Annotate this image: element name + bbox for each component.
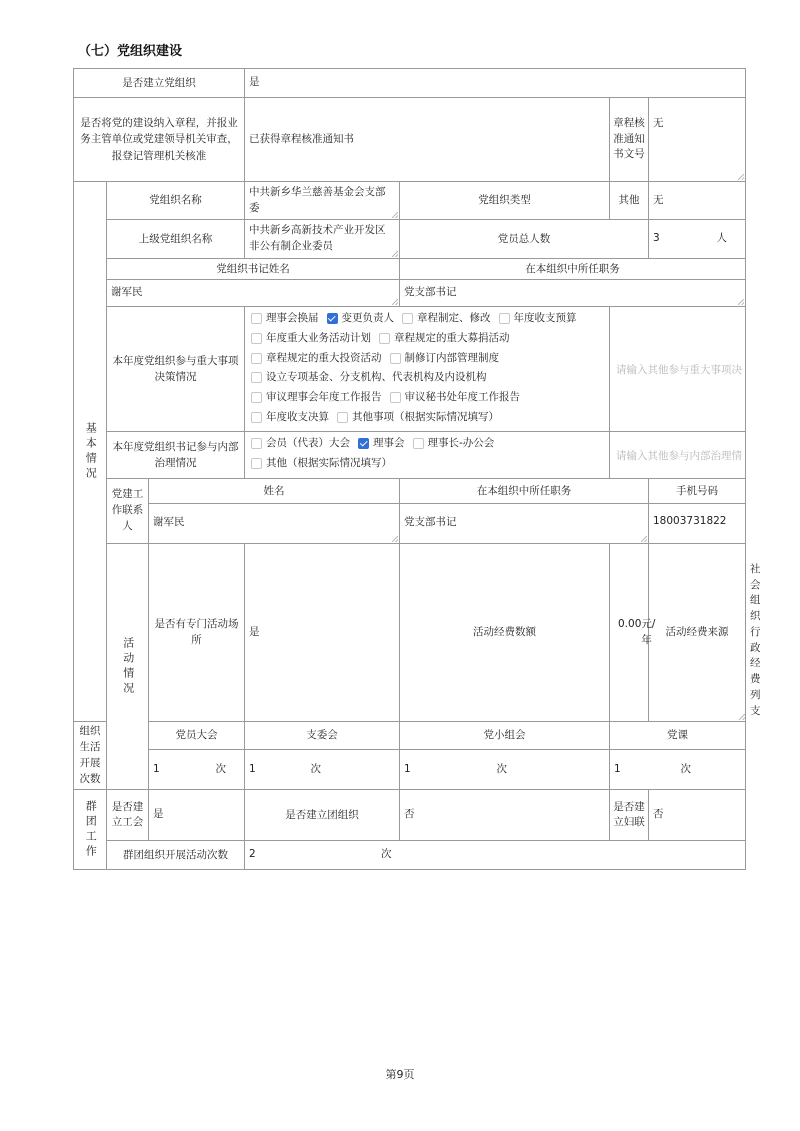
has-party-org-label: 是否建立党组织 [74, 69, 245, 98]
youth-league-value[interactable]: 否 [400, 790, 610, 841]
checkbox-icon [337, 412, 348, 423]
decision-option-fundraising[interactable]: 章程规定的重大募捐活动 [379, 330, 510, 347]
checkbox-icon [251, 392, 262, 403]
meeting-lecture-count[interactable]: 1 次 [610, 749, 746, 790]
governance-option-assembly[interactable]: 会员（代表）大会 [251, 435, 350, 452]
women-federation-label: 是否建立妇联 [610, 790, 649, 841]
checkbox-icon [251, 372, 262, 383]
org-type-other-field[interactable]: 无 [649, 182, 746, 220]
resize-handle-icon[interactable] [392, 299, 398, 305]
checkbox-icon [251, 333, 262, 344]
contact-phone-header: 手机号码 [649, 478, 746, 503]
decision-checkbox-group [245, 307, 610, 432]
checkbox-icon [402, 313, 413, 324]
union-label: 是否建立工会 [107, 790, 149, 841]
secretary-post-header: 在本组织中所任职务 [400, 259, 746, 280]
meeting-group-header: 党小组会 [400, 722, 610, 749]
mass-org-group-label: 群团工作 [74, 790, 107, 870]
resize-handle-icon[interactable] [738, 299, 744, 305]
decision-option-final-accounts[interactable]: 年度收支决算 [251, 409, 329, 426]
mass-activities-count[interactable]: 2 次 [245, 841, 746, 870]
contact-name-field[interactable]: 谢军民 [149, 503, 400, 543]
union-value[interactable]: 是 [149, 790, 245, 841]
governance-participation-label: 本年度党组织书记参与内部治理情况 [107, 432, 245, 478]
checkbox-checked-icon [327, 313, 338, 324]
superior-org-label: 上级党组织名称 [107, 220, 245, 259]
org-name-label: 党组织名称 [107, 182, 245, 220]
basic-info-group-label: 基本情况 [74, 182, 107, 722]
org-type-select[interactable]: 其他 [610, 182, 649, 220]
org-life-label: 组织生活开展次数 [74, 722, 107, 790]
org-type-label: 党组织类型 [400, 182, 610, 220]
decision-option-board-report[interactable]: 审议理事会年度工作报告 [251, 389, 382, 406]
charter-inclusion-value[interactable]: 已获得章程核准通知书 [245, 98, 610, 182]
activity-group-label: 活动情况 [107, 543, 149, 790]
venue-label: 是否有专门活动场所 [149, 543, 245, 722]
charter-doc-number-label: 章程核准通知书文号 [610, 98, 649, 182]
checkbox-icon [251, 313, 262, 324]
checkbox-icon [390, 392, 401, 403]
contact-name-header: 姓名 [149, 478, 400, 503]
contact-post-field[interactable]: 党支部书记 [400, 503, 649, 543]
checkbox-checked-icon [358, 438, 369, 449]
contact-post-header: 在本组织中所任职务 [400, 478, 649, 503]
decision-option-other[interactable]: 其他事项（根据实际情况填写） [337, 409, 499, 426]
decision-participation-label: 本年度党组织参与重大事项决策情况 [107, 307, 245, 432]
page-number: 第9页 [385, 1068, 415, 1081]
checkbox-icon [390, 353, 401, 364]
resize-handle-icon[interactable] [392, 536, 398, 542]
checkbox-icon [379, 333, 390, 344]
governance-other-input[interactable]: 请输入其他参与内部治理情 [610, 432, 746, 478]
decision-option-term-change[interactable]: 理事会换届 [251, 310, 319, 327]
youth-league-label: 是否建立团组织 [245, 790, 400, 841]
secretary-post-field[interactable]: 党支部书记 [400, 280, 746, 307]
contact-phone-field[interactable]: 18003731822 [649, 503, 746, 543]
mass-activities-label: 群团组织开展活动次数 [107, 841, 245, 870]
contact-person-label: 党建工作联系人 [107, 478, 149, 543]
superior-org-field[interactable]: 中共新乡高新技术产业开发区非公有制企业委员 [245, 220, 400, 259]
decision-option-charter[interactable]: 章程制定、修改 [402, 310, 491, 327]
governance-option-board[interactable]: 理事会 [358, 435, 405, 452]
meeting-group-count[interactable]: 1 次 [400, 749, 610, 790]
meeting-committee-count[interactable]: 1 次 [245, 749, 400, 790]
charter-inclusion-label: 是否将党的建设纳入章程，并报业务主管单位或党建领导机关审查，报登记管理机关核准 [74, 98, 245, 182]
governance-option-other[interactable]: 其他（根据实际情况填写） [251, 455, 392, 472]
member-count-field[interactable]: 3 人 [649, 220, 746, 259]
checkbox-icon [251, 458, 262, 469]
venue-value[interactable]: 是 [245, 543, 400, 722]
checkbox-icon [413, 438, 424, 449]
decision-option-activity-plan[interactable]: 年度重大业务活动计划 [251, 330, 371, 347]
funds-field[interactable]: 0.00 元/年 [610, 543, 649, 722]
checkbox-icon [499, 313, 510, 324]
resize-handle-icon[interactable] [392, 212, 398, 218]
decision-option-change-leader[interactable]: 变更负责人 [327, 310, 395, 327]
checkbox-icon [251, 438, 262, 449]
has-party-org-value[interactable]: 是 [245, 69, 746, 98]
checkbox-icon [251, 353, 262, 364]
meeting-committee-header: 支委会 [245, 722, 400, 749]
secretary-name-header: 党组织书记姓名 [107, 259, 400, 280]
decision-option-budget[interactable]: 年度收支预算 [499, 310, 577, 327]
women-federation-value[interactable]: 否 [649, 790, 746, 841]
funds-source-label: 活动经费来源 [649, 543, 746, 722]
resize-handle-icon[interactable] [641, 536, 647, 542]
meeting-lecture-header: 党课 [610, 722, 746, 749]
member-count-label: 党员总人数 [400, 220, 649, 259]
section-title: （七）党组织建设 [78, 44, 183, 59]
decision-option-secretariat-report[interactable]: 审议秘书处年度工作报告 [390, 389, 521, 406]
funds-label: 活动经费数额 [400, 543, 610, 722]
checkbox-icon [251, 412, 262, 423]
resize-handle-icon[interactable] [738, 174, 744, 180]
charter-doc-number-field[interactable]: 无 [649, 98, 746, 182]
decision-other-input[interactable]: 请输入其他参与重大事项决 [610, 307, 746, 432]
resize-handle-icon[interactable] [392, 251, 398, 257]
secretary-name-field[interactable]: 谢军民 [107, 280, 400, 307]
meeting-general-header: 党员大会 [149, 722, 245, 749]
decision-option-internal-rules[interactable]: 制修订内部管理制度 [390, 350, 500, 367]
decision-option-investment[interactable]: 章程规定的重大投资活动 [251, 350, 382, 367]
resize-handle-icon[interactable] [739, 714, 745, 720]
governance-option-chair-office[interactable]: 理事长-办公会 [413, 435, 495, 452]
decision-option-special-fund[interactable]: 设立专项基金、分支机构、代表机构及内设机构 [251, 369, 487, 386]
meeting-general-count[interactable]: 1 次 [149, 749, 245, 790]
party-organization-form: 是否建立党组织 是 是否将党的建设纳入章程，并报业务主管单位或党建领导机关审查，报登记管理机关核准 已获得章程核准通知书 章程核准通知书文号 无 基本情况 党组织名称 中共新乡华兰慈善基金会支部委 党组织类型 其他 无 上级党组织名称 中共新乡高新技术产业开发区非公有制企业委员 党员总人数 3 人 党组织书记姓名 在本组织中所任职务 谢军民 党支部书记 本年度党组织参与重大事项决策情况 理事会换届 变更负责人 章程制定、修改 年度收支预算 年度重大业务活动计划 章程规定的重大募捐活动 章程规定的重大投资活动 制修订内部管理制度 设立专项基金、分支机构、代表机构及内设机构 审议理事会年度工作报告 审议秘书处年度工作报告 年度收支决算 其他事项（根据实际情况填写） 请输入其他参与重大事项决 本年度党组织书记参与内部治理情况 会员（代表）大会 理事会 理事长-办公会 其他（根据实际情况填写） 请输入其他参与内部治理情 党建工作联系人 姓名 在本组织中所任职务 手机号码 谢军民 党支部书记 18003731822 活动情况 是否有专门活动场所 是 活动经费数额 0.00 元/年 活动经费来源 社会组织行政经费列支 组织生活开展次数 党员大会 支委会 党小组会 党课 1 次 1 次 1 次 1 次 群团工作 是否建立工会 是 是否建立团组织 否 是否建立妇联 否 群团组织开展活动次数 2 次 [73, 68, 746, 870]
org-name-field[interactable]: 中共新乡华兰慈善基金会支部委 [245, 182, 400, 220]
governance-checkbox-group [245, 432, 610, 478]
